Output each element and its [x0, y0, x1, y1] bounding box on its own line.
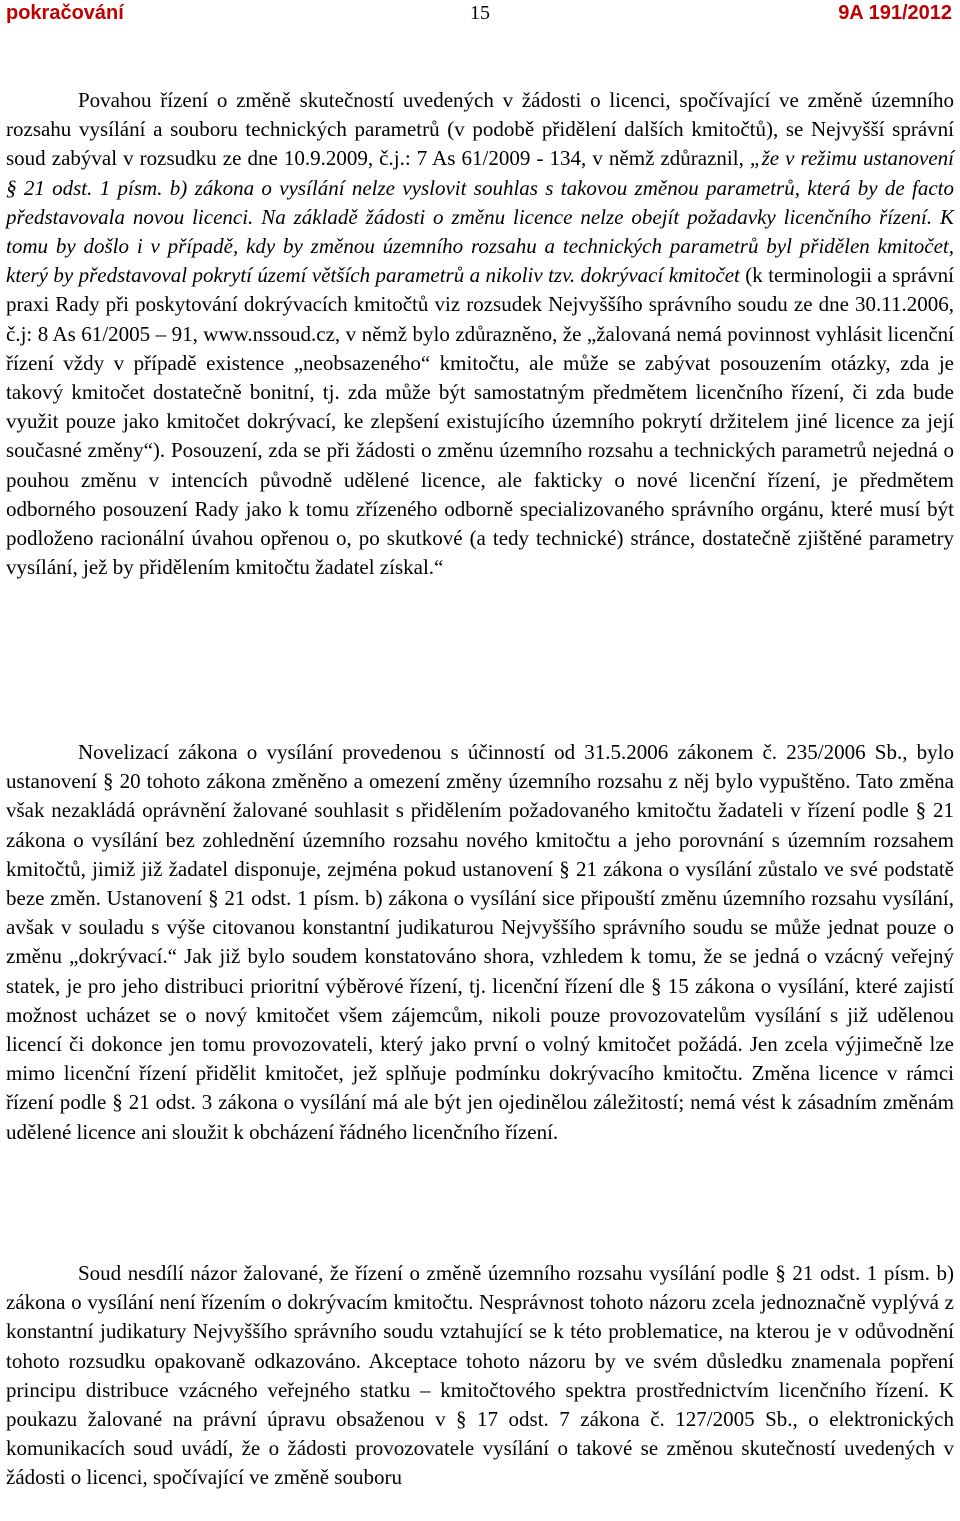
paragraph-1-italic-quote: „že v režimu ustanovení § 21 odst. 1 písm. b) zákona o vysílání nelze vyslovit souhlas s takovou změnou parametrů, která by de facto představovala novou licenci. Na základě žádosti o změnu licence nelze obejít požadavky licenčního řízení. K tomu by došlo i v případě, kdy by změnou územního rozsahu a technických parametrů byl přidělen kmitočet, který by představoval pokrytí území větších parametrů a nikoliv tzv. dokrývací kmitočet [6, 146, 954, 288]
continuation-label: pokračování [6, 2, 124, 24]
paragraph-1-part-2: (k terminologii a správní praxi Rady při poskytování dokrývacích kmitočtů viz rozsudek Nejvyššího správního soudu ze dne 30.11.2006, č.j: 8 As 61/2005 – 91, www.nssoud.cz, v němž bylo zdůrazněno, že „žalovaná nemá povinnost vyhlásit licenční řízení vždy v případě existence „neobsazeného“ kmitočtu, ale může se zabývat posouzením otázky, zda je takový kmitočet dostatečně bonitní, tj. zda může být samostatným předmětem licenčního řízení, či zda bude využit pouze jako kmitočet dokrývací, ke zlepšení existujícího územního pokrytí držitelem jiné licence za její současné změny“). Posouzení, zda se při žádosti o změnu územního rozsahu a technických parametrů nejedná o pouhou změnu v intencích původně udělené licence, ale fakticky o nové licenční řízení, je předmětem odborného posouzení Rady jako k tomu zřízeného odborně specializovaného správního orgánu, které musí být podloženo racionální úvahou opřenou o, po skutkové (a tedy technické) stránce, dostatečně zjištěné parametry vysílání, jež by přidělením kmitočtu žadatel získal.“ [6, 263, 954, 580]
paragraph-1-text [6, 86, 954, 582]
paragraph-2-text: Novelizací zákona o vysílání provedenou s účinností od 31.5.2006 zákonem č. 235/2006 Sb., bylo ustanovení § 20 tohoto zákona změněno a omezení změny územního rozsahu z něj bylo vypuštěno. Tato změna však nezakládá oprávnění žalované souhlasit s přidělením požadovaného kmitočtu žadateli v řízení podle § 21 zákona o vysílání bez zohlednění územního rozsahu nového kmitočtu a jeho porovnání s územním rozsahem kmitočtů, jimiž již žadatel disponuje, zejména pokud ustanovení § 21 zákona o vysílání zůstalo ve své podstatě beze změn. Ustanovení § 21 odst. 1 písm. b) zákona o vysílání sice připouští změnu územního rozsahu vysílání, avšak v souladu s výše citovanou konstantní judikaturou Nejvyššího správního soudu se může jednat pouze o změnu „dokrývací.“ Jak již bylo soudem konstatováno shora, vzhledem k tomu, že se jedná o vzácný veřejný statek, je pro jeho distribuci prioritní výběrové řízení, tj. licenční řízení dle § 15 zákona o vysílání, které zajistí možnost ucházet se o nový kmitočet všem zájemcům, nikoli pouze provozovatelům vysílání s již udělenou licencí či dokonce jen tomu provozovateli, který jako první o volný kmitočet požádá. Jen zcela výjimečně lze mimo licenční řízení přidělit kmitočet, jež splňuje podmínku dokrývacího kmitočtu. Změna licence v rámci řízení podle § 21 odst. 3 zákona o vysílání má ale být jen ojedinělou záležitostí; nemá vést k zásadním změnám udělené licence ani sloužit k obcházení řádného licenčního řízení. [6, 740, 954, 1144]
paragraph-3-text: Soud nesdílí názor žalované, že řízení o změně územního rozsahu vysílání podle § 21 odst. 1 písm. b) zákona o vysílání není řízením o dokrývacím kmitočtu. Nesprávnost tohoto názoru zcela jednoznačně vyplývá z konstantní judikatury Nejvyššího správního soudu vztahující se k této problematice, na kterou je v odůvodnění tohoto rozsudku opakovaně odkazováno. Akceptace tohoto názoru by ve svém důsledku znamenala popření principu distribuce vzácného veřejného statku – kmitočtového spektra prostřednictvím licenčního řízení. K poukazu žalované na právní úpravu obsaženou v § 17 odst. 7 zákona č. 127/2005 Sb., o elektronických komunikacích soud uvádí, že o žádosti provozovatele vysílání o takové se změnou skutečností uvedených v žádosti o licenci, spočívající ve změně souboru [6, 1261, 954, 1490]
paragraph-1 [6, 86, 954, 582]
paragraph-3 [6, 1259, 954, 1493]
paragraph-1-part-1: Povahou řízení o změně skutečností uvedených v žádosti o licenci, spočívající ve změně územního rozsahu vysílání a souboru technických parametrů (v podobě přidělení dalších kmitočtů), se Nejvyšší správní soud zabýval v rozsudku ze dne 10.9.2009, č.j.: 7 As 61/2009 - 134, v němž zdůraznil, [6, 88, 954, 171]
case-number: 9A 191/2012 [838, 2, 952, 24]
page-header [6, 0, 954, 30]
paragraph-2 [6, 738, 954, 1147]
page-number: 15 [470, 2, 490, 24]
